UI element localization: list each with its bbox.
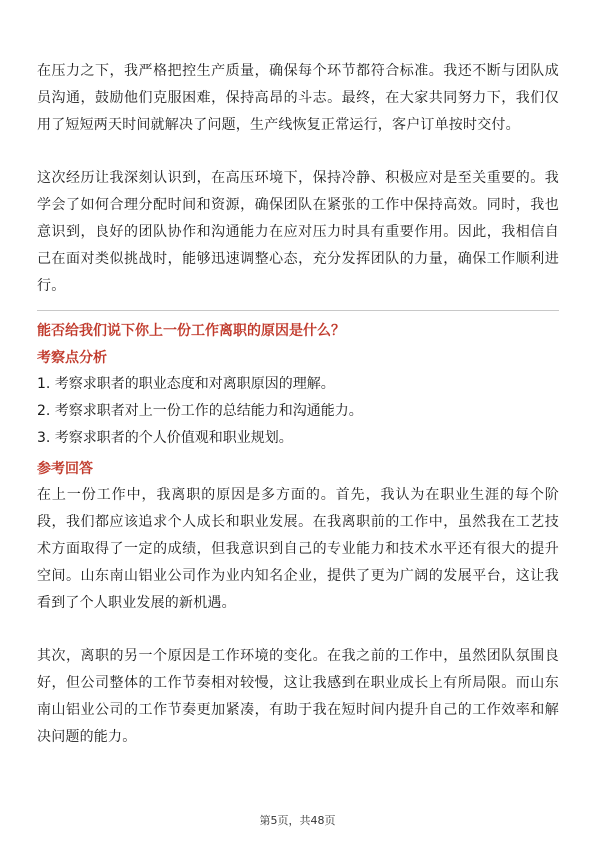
body-paragraph: 这次经历让我深刻认识到，在高压环境下，保持冷静、积极应对是至关重要的。我学会了如何合理分配时间和资源，确保团队在紧张的工作中保持高效。同时，我也意识到，良好的团队协作和沟通能力在应对压力时具有重要作用。因此，我相信自己在面对类似挑战时，能够迅速调整心态，充分发挥团队的力量，确保工作顺利进行。 — [37, 170, 559, 294]
answer-heading: 参考回答 — [37, 461, 93, 477]
page-content — [37, 58, 559, 751]
analysis-list — [37, 371, 559, 452]
analysis-item: 3. 考察求职者的个人价值观和职业规划。 — [37, 430, 293, 446]
section-divider — [37, 310, 559, 311]
analysis-heading: 考察点分析 — [37, 350, 107, 366]
body-paragraph: 在压力之下，我严格把控生产质量，确保每个环节都符合标准。我还不断与团队成员沟通，鼓励他们克服困难，保持高昂的斗志。最终，在大家共同努力下，我们仅用了短短两天时间就解决了问题，生产线恢复正常运行，客户订单按时交付。 — [37, 63, 559, 133]
interview-question: 能否给我们说下你上一份工作离职的原因是什么？ — [37, 323, 345, 339]
analysis-item: 2. 考察求职者对上一份工作的总结能力和沟通能力。 — [37, 403, 363, 419]
answer-paragraph: 在上一份工作中，我离职的原因是多方面的。首先，我认为在职业生涯的每个阶段，我们都应该追求个人成长和职业发展。在我离职前的工作中，虽然我在工艺技术方面取得了一定的成绩，但我意识到自己的专业能力和技术水平还有很大的提升空间。山东南山铝业公司作为业内知名企业，提供了更为广阔的发展平台，这让我看到了个人职业发展的新机遇。 — [37, 487, 559, 611]
answer-paragraph: 其次，离职的另一个原因是工作环境的变化。在我之前的工作中，虽然团队氛围良好，但公司整体的工作节奏相对较慢，这让我感到在职业成长上有所局限。而山东南山铝业公司的工作节奏更加紧凑，有助于我在短时间内提升自己的工作效率和解决问题的能力。 — [37, 648, 559, 745]
page-number: 第5页，共48页 — [259, 814, 336, 827]
analysis-item: 1. 考察求职者的职业态度和对离职原因的理解。 — [37, 376, 335, 392]
